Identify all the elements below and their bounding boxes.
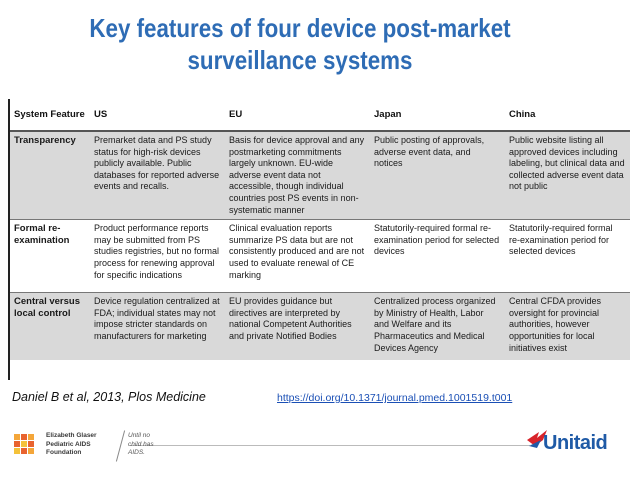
cell-eu: Clinical evaluation reports summarize PS data but are not consistently produced and are not used to evaluate renewal of CE marking [225,220,370,293]
cell-china: Statutorily-required formal re-examination period for selected devices [505,220,630,293]
tagline-line: AIDS. [128,449,145,456]
table-row [10,131,630,220]
header-system-feature: System Feature [10,99,90,131]
title-line-1: Key features of four device post-market [89,13,511,43]
cell-us: Product performance reports may be submitted from PS studies registries, but no formal process for renewing approval for specific indications [90,220,225,293]
header-eu: EU [225,99,370,131]
slide-title [59,12,541,76]
unitaid-logo [525,424,630,460]
title-line-2: surveillance systems [187,45,413,75]
egpaf-line: Foundation [46,449,82,456]
cell-eu: EU provides guidance but directives are interpreted by national Competent Authorities and private Notified Bodies [225,293,370,361]
citation-text: Daniel B et al, 2013, Plos Medicine [12,390,206,404]
cell-eu: Basis for device approval and any postmarketing commitments largely unknown. EU-wide adverse event data not accessible, though individual countries post PS events in non-systematic manner [225,131,370,220]
table-row [10,293,630,361]
features-table-image [8,99,630,380]
unitaid-wordmark: Unitaid [543,432,608,454]
header-china: China [505,99,630,131]
header-japan: Japan [370,99,505,131]
footer-divider [130,445,530,446]
tagline-line: Until no [128,432,151,439]
cell-japan: Public posting of approvals, adverse event data, and notices [370,131,505,220]
row-feature: Central versus local control [10,293,90,361]
cell-us: Device regulation centralized at FDA; individual states may not impose stricter standards on manufacturers for marketing [90,293,225,361]
cell-china: Central CFDA provides oversight for provincial authorities, however opportunities for local initiatives exist [505,293,630,361]
egpaf-tagline [128,432,154,458]
row-feature: Transparency [10,131,90,220]
table-row [10,220,630,293]
cell-china: Public website listing all approved devices including labeling, but clinical data and collected adverse event data not public [505,131,630,220]
row-feature: Formal re-examination [10,220,90,293]
tagline-line: child has [128,440,154,448]
egpaf-line: Pediatric AIDS [46,440,91,448]
egpaf-line: Elizabeth Glaser [46,432,97,439]
doi-link[interactable]: https://doi.org/10.1371/journal.pmed.1001519.t001 [277,392,513,404]
egpaf-divider [116,430,125,461]
egpaf-name [46,432,97,458]
features-table [10,99,630,360]
header-us: US [90,99,225,131]
cell-japan: Statutorily-required formal re-examination period for selected devices [370,220,505,293]
cell-japan: Centralized process organized by Ministry of Health, Labor and Welfare and its Pharmaceutics and Medical Devices Agency [370,293,505,361]
egpaf-mark-icon [12,432,38,460]
cell-us: Premarket data and PS study status for high-risk devices publicly available. Public databases for reported adverse events and recalls. [90,131,225,220]
table-header-row [10,99,630,131]
